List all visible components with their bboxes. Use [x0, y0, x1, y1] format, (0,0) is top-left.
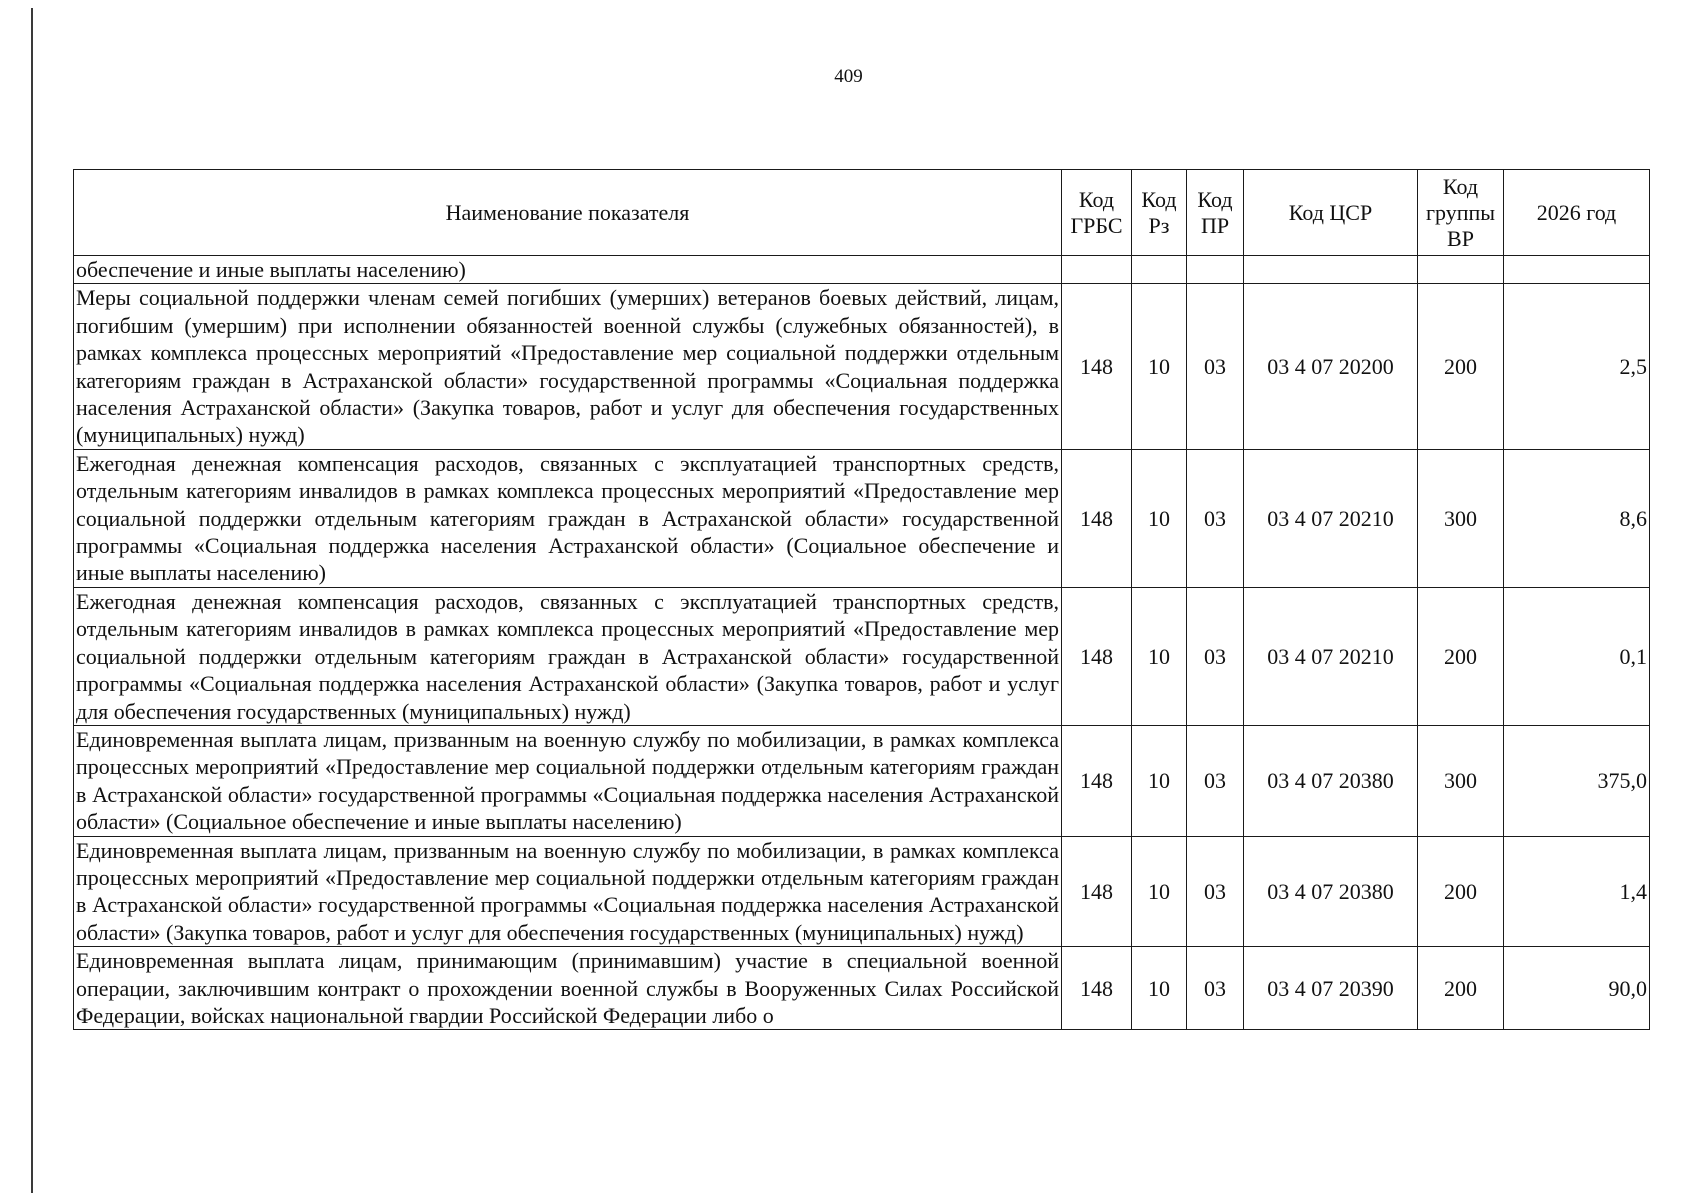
- table-row: [74, 836, 1650, 947]
- amount-2026: 375,0: [1504, 725, 1650, 836]
- empty-cell: [1132, 256, 1187, 284]
- header-grbs: Код ГРБС: [1062, 170, 1132, 256]
- indicator-name: Ежегодная денежная компенсация расходов, связанных с эксплуатацией транспортных средств, отдельным категориям инвалидов в рамках комплекса процессных мероприятий «Предоставление мер социальной поддержки отдельным категориям граждан в Астраханской области» государственной программы «Социальная поддержка населения Астраханской области» (Закупка товаров, работ и услуг для обеспечения государственных (муниципальных) нужд): [74, 587, 1062, 725]
- csr-code: 03 4 07 20200: [1244, 284, 1418, 449]
- empty-cell: [1244, 256, 1418, 284]
- empty-cell: [1062, 256, 1132, 284]
- csr-code: 03 4 07 20210: [1244, 587, 1418, 725]
- csr-code: 03 4 07 20390: [1244, 947, 1418, 1030]
- amount-2026: 90,0: [1504, 947, 1650, 1030]
- pr-code: 03: [1187, 836, 1244, 947]
- vr-code: 200: [1418, 947, 1504, 1030]
- header-year: 2026 год: [1504, 170, 1650, 256]
- grbs-code: 148: [1062, 284, 1132, 449]
- continuation-text: обеспечение и иные выплаты населению): [74, 256, 1062, 284]
- table-row: [74, 725, 1650, 836]
- grbs-code: 148: [1062, 725, 1132, 836]
- header-csr: Код ЦСР: [1244, 170, 1418, 256]
- table-row: [74, 947, 1650, 1030]
- vr-code: 300: [1418, 725, 1504, 836]
- table-header-row: [74, 170, 1650, 256]
- indicator-name: Ежегодная денежная компенсация расходов, связанных с эксплуатацией транспортных средств, отдельным категориям инвалидов в рамках комплекса процессных мероприятий «Предоставление мер социальной поддержки отдельным категориям граждан в Астраханской области» государственной программы «Социальная поддержка населения Астраханской области» (Социальное обеспечение и иные выплаты населению): [74, 449, 1062, 587]
- empty-cell: [1187, 256, 1244, 284]
- pr-code: 03: [1187, 725, 1244, 836]
- csr-code: 03 4 07 20380: [1244, 725, 1418, 836]
- pr-code: 03: [1187, 284, 1244, 449]
- amount-2026: 0,1: [1504, 587, 1650, 725]
- rz-code: 10: [1132, 449, 1187, 587]
- header-pr: Код ПР: [1187, 170, 1244, 256]
- vr-code: 200: [1418, 284, 1504, 449]
- vr-code: 300: [1418, 449, 1504, 587]
- rz-code: 10: [1132, 725, 1187, 836]
- pr-code: 03: [1187, 947, 1244, 1030]
- table-row: [74, 587, 1650, 725]
- rz-code: 10: [1132, 284, 1187, 449]
- rz-code: 10: [1132, 587, 1187, 725]
- header-rz: Код Рз: [1132, 170, 1187, 256]
- csr-code: 03 4 07 20210: [1244, 449, 1418, 587]
- rz-code: 10: [1132, 836, 1187, 947]
- pr-code: 03: [1187, 587, 1244, 725]
- indicator-name: Единовременная выплата лицам, призванным на военную службу по мобилизации, в рамках комплекса процессных мероприятий «Предоставление мер социальной поддержки отдельным категориям граждан в Астраханской области» государственной программы «Социальная поддержка населения Астраханской области» (Социальное обеспечение и иные выплаты населению): [74, 725, 1062, 836]
- empty-cell: [1418, 256, 1504, 284]
- header-vr: Код группы ВР: [1418, 170, 1504, 256]
- empty-cell: [1504, 256, 1650, 284]
- amount-2026: 8,6: [1504, 449, 1650, 587]
- grbs-code: 148: [1062, 836, 1132, 947]
- amount-2026: 2,5: [1504, 284, 1650, 449]
- indicator-name: Единовременная выплата лицам, призванным на военную службу по мобилизации, в рамках комплекса процессных мероприятий «Предоставление мер социальной поддержки отдельным категориям граждан в Астраханской области» государственной программы «Социальная поддержка населения Астраханской области» (Закупка товаров, работ и услуг для обеспечения государственных (муниципальных) нужд): [74, 836, 1062, 947]
- page-number: 409: [834, 66, 863, 87]
- indicator-name: Меры социальной поддержки членам семей погибших (умерших) ветеранов боевых действий, лицам, погибшим (умершим) при исполнении обязанностей военной службы (служебных обязанностей), в рамках комплекса процессных мероприятий «Предоставление мер социальной поддержки отдельным категориям граждан в Астраханской области» государственной программы «Социальная поддержка населения Астраханской области» (Закупка товаров, работ и услуг для обеспечения государственных (муниципальных) нужд): [74, 284, 1062, 449]
- rz-code: 10: [1132, 947, 1187, 1030]
- csr-code: 03 4 07 20380: [1244, 836, 1418, 947]
- grbs-code: 148: [1062, 587, 1132, 725]
- table-row: [74, 449, 1650, 587]
- budget-table: [73, 169, 1650, 1030]
- amount-2026: 1,4: [1504, 836, 1650, 947]
- indicator-name: Единовременная выплата лицам, принимающим (принимавшим) участие в специальной военной операции, заключившим контракт о прохождении военной службы в Вооруженных Силах Российской Федерации, войсках национальной гвардии Российской Федерации либо о: [74, 947, 1062, 1030]
- vr-code: 200: [1418, 587, 1504, 725]
- binding-margin-line: [31, 8, 33, 1193]
- grbs-code: 148: [1062, 449, 1132, 587]
- header-name: Наименование показателя: [74, 170, 1062, 256]
- grbs-code: 148: [1062, 947, 1132, 1030]
- vr-code: 200: [1418, 836, 1504, 947]
- table-row: [74, 284, 1650, 449]
- pr-code: 03: [1187, 449, 1244, 587]
- continuation-row: [74, 256, 1650, 284]
